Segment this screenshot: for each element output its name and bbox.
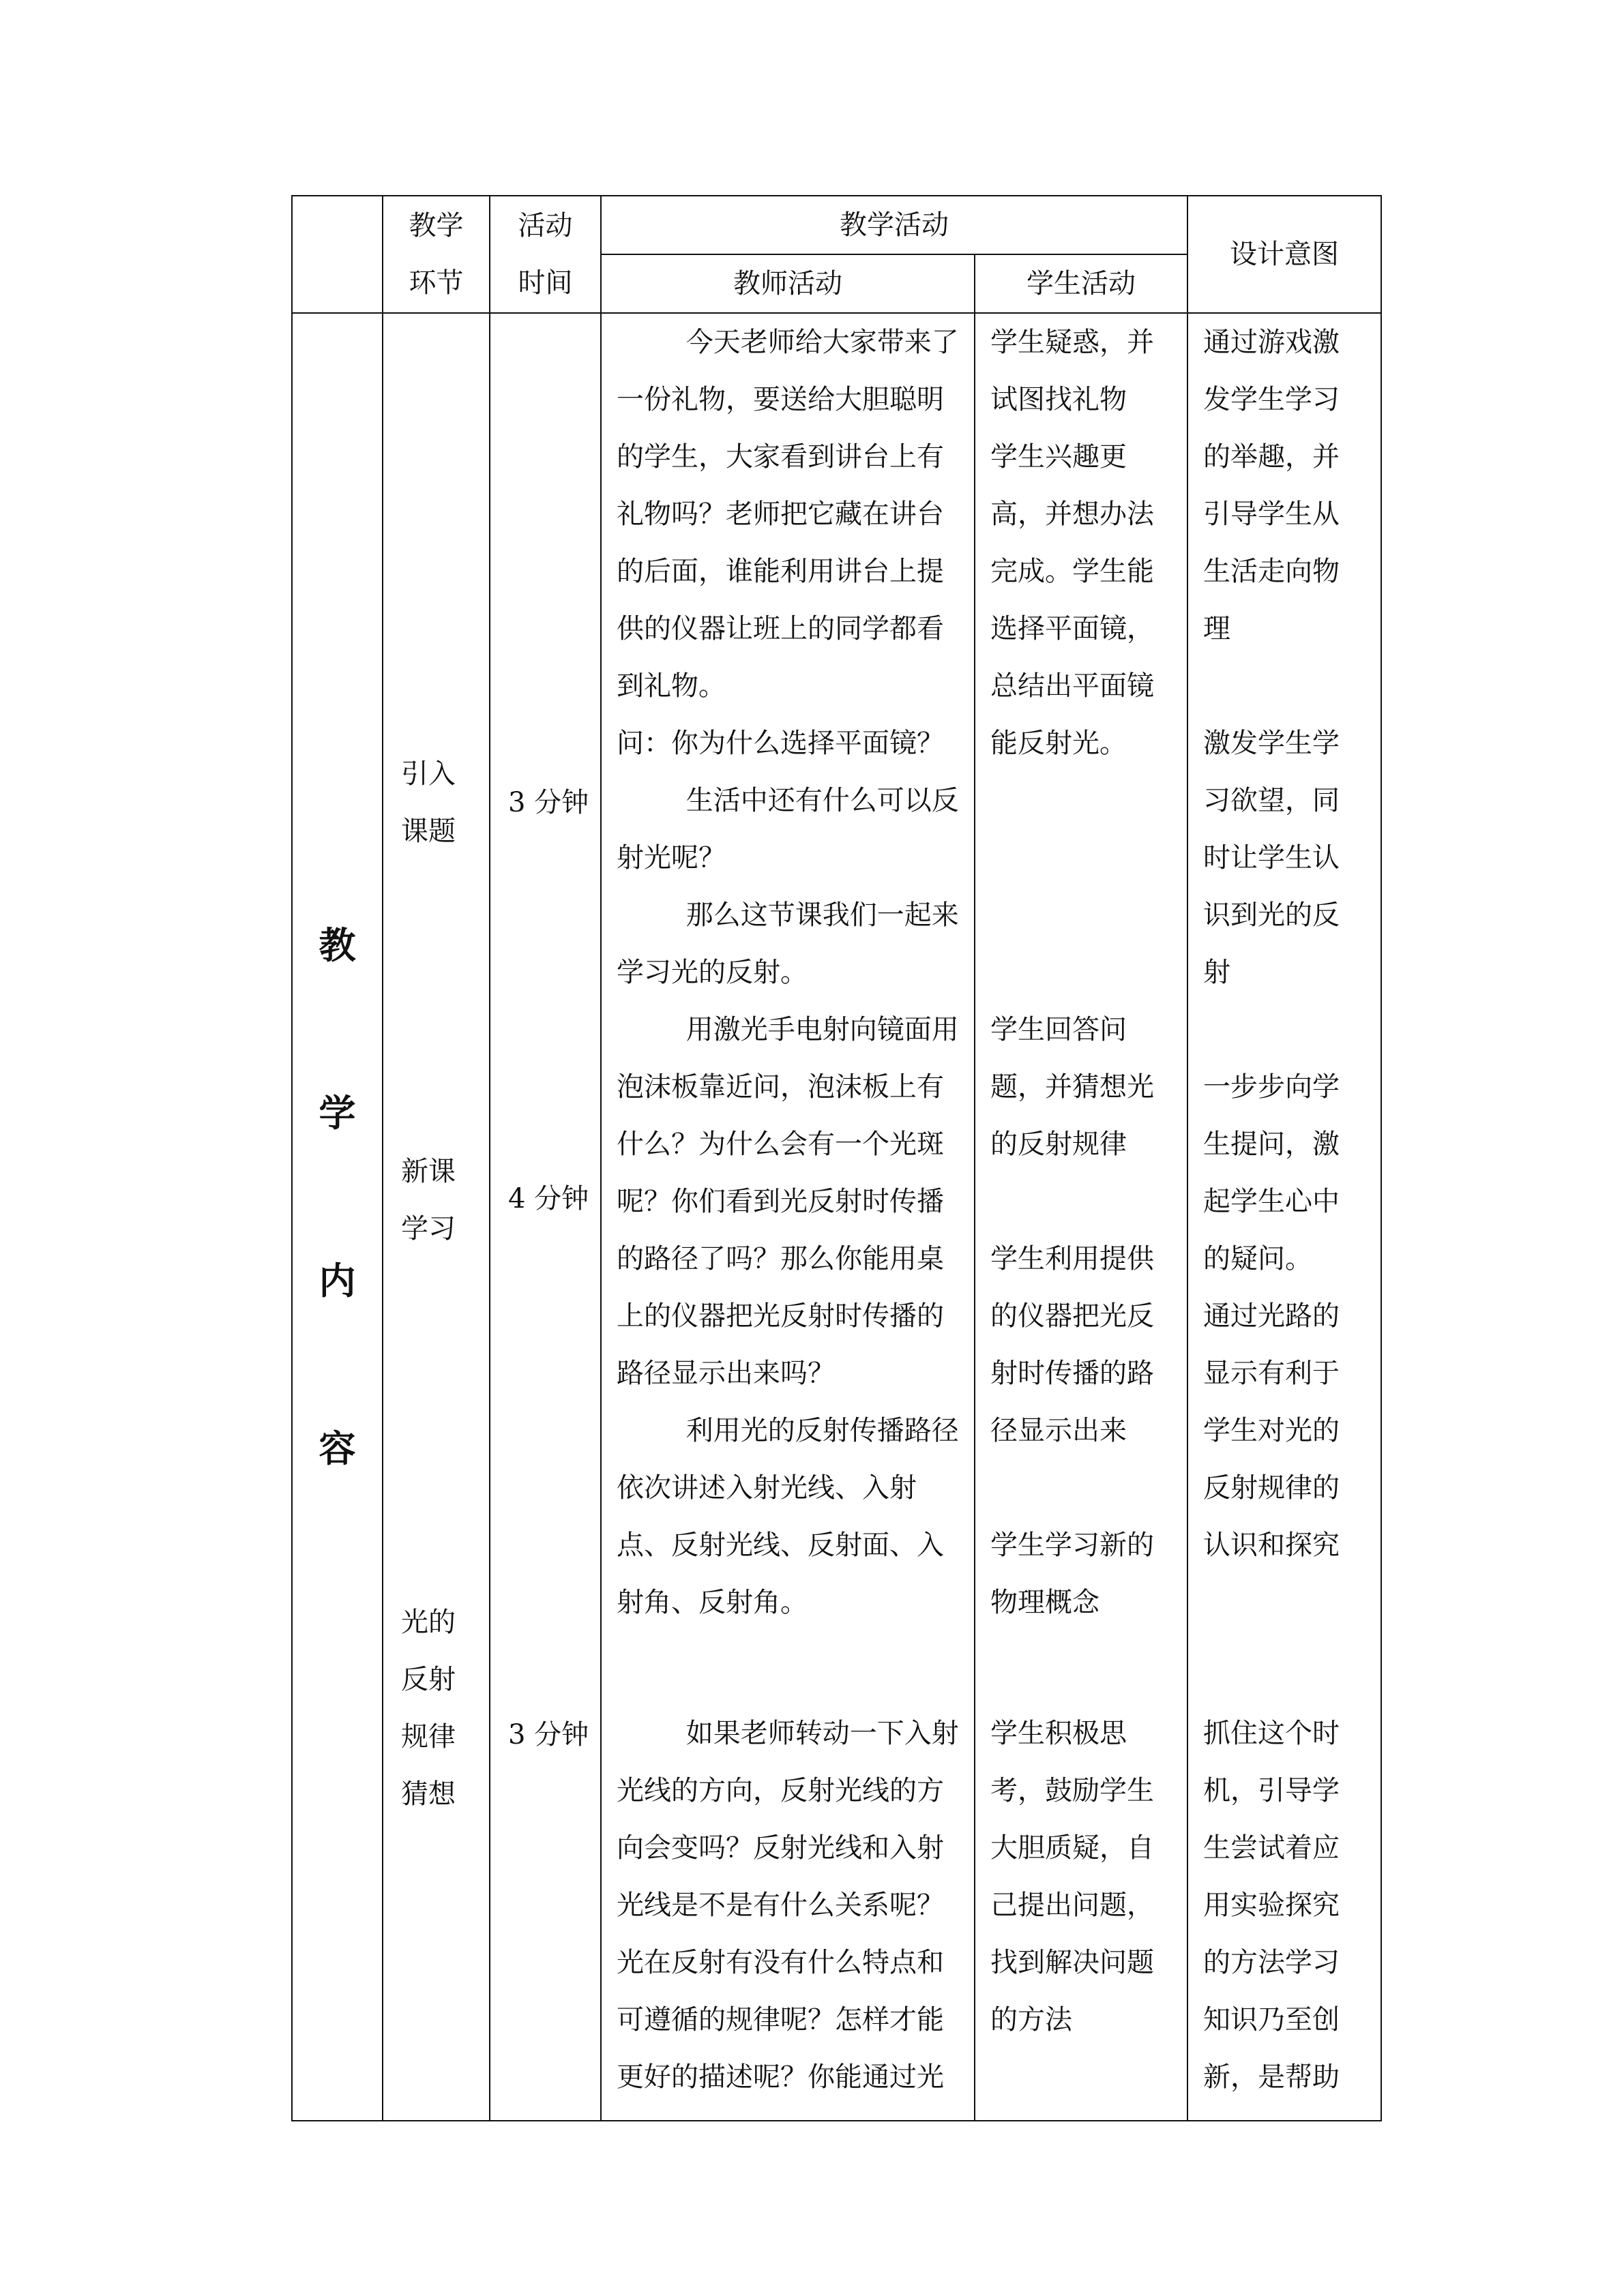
time-column [490,313,601,2121]
teacher-paragraph: 问：你为什么选择平面镜？ [617,728,944,759]
purpose-paragraph: 一步步向学 生提问，激 起学生心中 的疑问。 [1203,1071,1340,1274]
section-name: 光的 反射 规律 猜想 [401,1607,456,1810]
design-purpose-column [1187,313,1381,2121]
side-label-char: 内 [319,1258,356,1302]
student-paragraph: 学生积极思 考，鼓励学生 大胆质疑，自 己提出问题， 找到解决问题 的方法 [990,1718,1154,2036]
side-label-char: 学 [319,1090,356,1135]
teacher-paragraph: 那么这节课我们一起来 学习光的反射。 [617,899,959,988]
purpose-paragraph: 通过游戏激 发学生学习 的举趣，并 引导学生从 生活走向物 理 [1203,327,1340,644]
section-time: 4 分钟 [508,1183,589,1214]
purpose-paragraph: 通过光路的 显示有利于 学生对光的 反射规律的 认识和探究 [1203,1300,1340,1561]
student-paragraph: 学生疑惑，并 试图找礼物 学生兴趣更 高，并想办法 完成。学生能 选择平面镜， 总结出平面镜 能反射光。 [990,327,1154,759]
section-name: 新课 学习 [401,1156,456,1244]
blank-corner-cell [292,196,383,313]
section-column [383,313,490,2121]
lesson-plan-table [291,195,1382,2121]
student-activity-column [975,313,1187,2121]
student-paragraph: 学生利用提供 的仪器把光反 射时传播的路 径显示出来 [990,1243,1154,1446]
section-time: 3 分钟 [508,787,589,818]
header-section: 教学 环节 [383,196,490,313]
side-label-char: 容 [319,1426,356,1470]
header-teacher: 教师活动 [601,254,975,313]
side-label-char: 教 [319,923,356,967]
student-paragraph: 学生回答问 题，并猜想光 的反射规律 [990,1014,1154,1160]
teacher-paragraph: 用激光手电射向镜面用 泡沫板靠近问，泡沫板上有 什么？为什么会有一个光斑 呢？你们看到光反射时传播 的路径了吗？那么你能用桌 上的仪器把光反射时传播的 路径显示出来吗？ [617,1014,959,1389]
teacher-paragraph: 如果老师转动一下入射 光线的方向，反射光线的方 向会变吗？反射光线和入射 光线是不是有什么关系呢？ 光在反射有没有什么特点和 可遵循的规律呢？怎样才能 更好的描述呢？你能通过光 [617,1718,959,2093]
header-student: 学生活动 [975,254,1187,313]
teacher-paragraph: 生活中还有什么可以反 射光呢？ [617,785,959,874]
purpose-paragraph: 激发学生学 习欲望，同 时让学生认 识到光的反 射 [1203,728,1340,988]
teacher-activity-column [601,313,975,2121]
header-activities: 教学活动 [601,196,1187,254]
side-label-cell [292,313,383,2121]
teacher-paragraph: 利用光的反射传播路径 依次讲述入射光线、入射 点、反射光线、反射面、入 射角、反射角。 [617,1415,959,1618]
teacher-paragraph: 今天老师给大家带来了 一份礼物，要送给大胆聪明 的学生，大家看到讲台上有 礼物吗？老师把它藏在讲台 的后面，谁能利用讲台上提 供的仪器让班上的同学都看 到礼物。 [617,327,959,702]
header-time: 活动 时间 [490,196,601,313]
student-paragraph: 学生学习新的 物理概念 [990,1530,1154,1618]
header-purpose: 设计意图 [1187,196,1381,313]
section-name: 引入 课题 [401,758,456,847]
purpose-paragraph: 抓住这个时 机，引导学 生尝试着应 用实验探究 的方法学习 知识乃至创 新，是帮助 [1203,1718,1340,2093]
section-time: 3 分钟 [508,1719,589,1750]
